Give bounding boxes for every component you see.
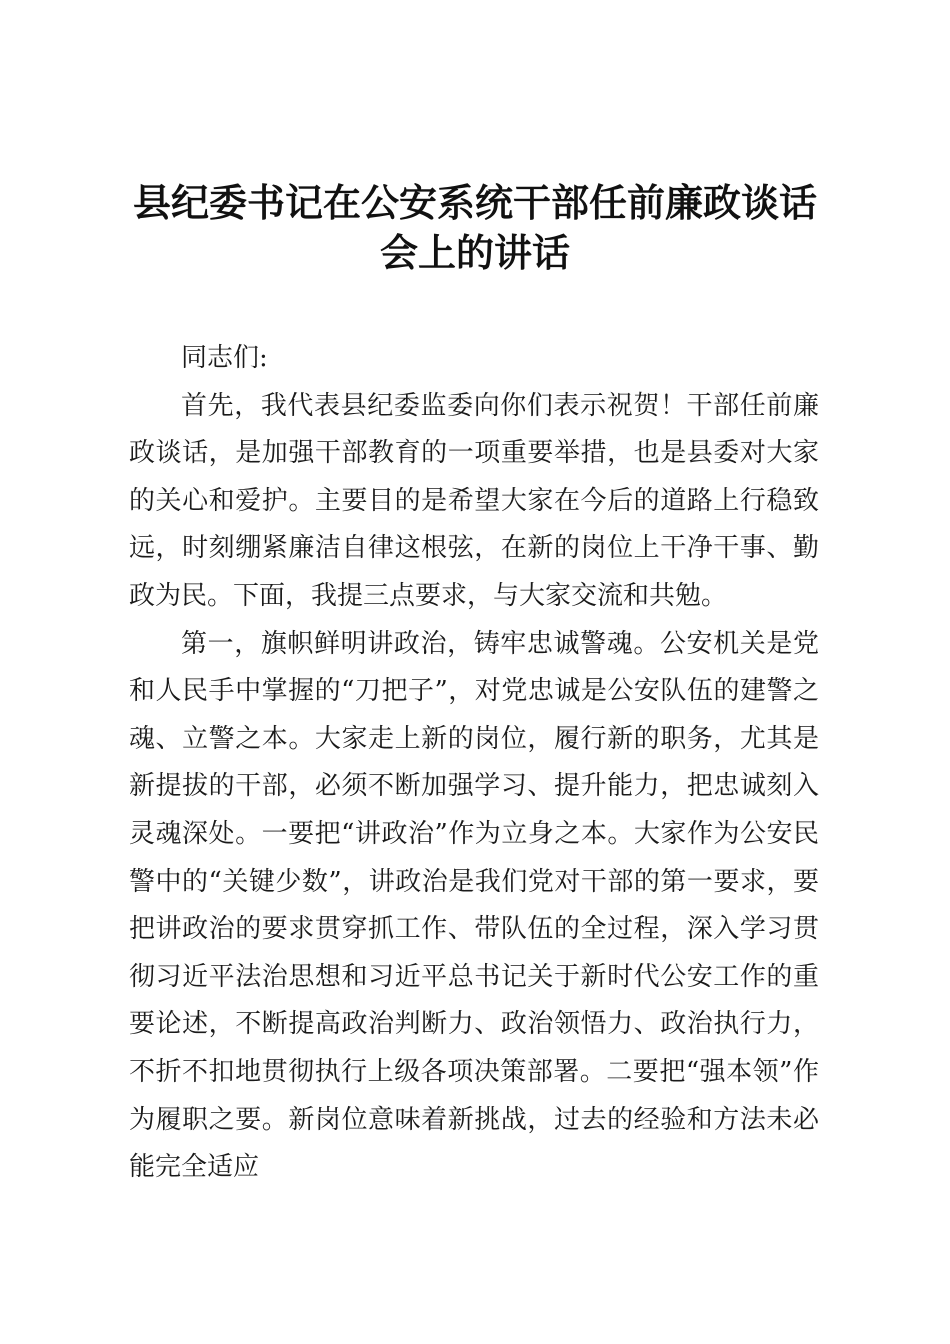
- document-body: [129, 335, 819, 1192]
- paragraph: 首先，我代表县纪委监委向你们表示祝贺！干部任前廉政谈话，是加强干部教育的一项重要举措，也是县委对大家的关心和爱护。主要目的是希望大家在今后的道路上行稳致远，时刻绷紧廉洁自律这根弦，在新的岗位上干净干事、勤政为民。下面，我提三点要求，与大家交流和共勉。: [129, 390, 819, 611]
- salutation: 同志们:: [181, 343, 268, 373]
- document-title: 县纪委书记在公安系统干部任前廉政谈话会上的讲话: [132, 180, 817, 275]
- paragraph: 第一，旗帜鲜明讲政治，铸牢忠诚警魂。公安机关是党和人民手中掌握的“刀把子”，对党忠诚是公安队伍的建警之魂、立警之本。大家走上新的岗位，履行新的职务，尤其是新提拔的干部，必须不断加强学习、提升能力，把忠诚刻入灵魂深处。一要把“讲政治”作为立身之本。大家作为公安民警中的“关键少数”，讲政治是我们党对干部的第一要求，要把讲政治的要求贯穿抓工作、带队伍的全过程，深入学习贯彻习近平法治思想和习近平总书记关于新时代公安工作的重要论述，不断提高政治判断力、政治领悟力、政治执行力，不折不扣地贯彻执行上级各项决策部署。二要把“强本领”作为履职之要。新岗位意味着新挑战，过去的经验和方法未必能完全适应: [129, 628, 819, 1183]
